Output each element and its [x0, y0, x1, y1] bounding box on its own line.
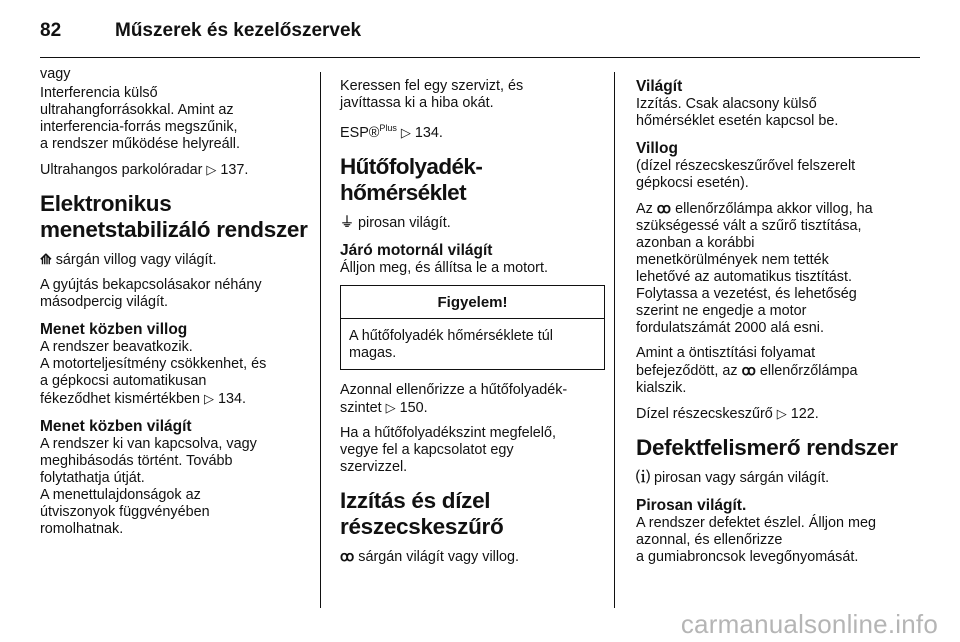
tire-pressure-icon: ⒤ [636, 469, 650, 485]
text-preheat-lamp: ꝏ sárgán világít vagy villog. [340, 547, 520, 565]
esp-warning-icon: ⟰ [40, 251, 52, 267]
page-ref: 122. [790, 406, 819, 422]
heading-red-lit: Pirosan világít. [636, 497, 747, 514]
column-divider-1 [320, 72, 321, 608]
glow-plug-icon: ꝏ [340, 547, 355, 564]
heading-flashing: Menet közben villog [40, 321, 188, 338]
heading-lit-preheat: Világít [636, 78, 683, 95]
heading-coolant: Hűtőfolyadék-hőmérséklet [340, 153, 483, 205]
text-dpf-done: Amint a öntisztítási folyamat befejeződött, az ꝏ ellenőrzőlámpa kialszik. [636, 345, 858, 396]
heading-engine-running: Járó motornál világít [340, 241, 493, 259]
page-ref-arrow-icon: ▷ [385, 399, 396, 415]
page-number: 82 [40, 20, 62, 41]
warning-box [340, 285, 605, 370]
text-coolant-lamp: ⏚ pirosan világít. [340, 213, 451, 231]
page-ref-arrow-icon: ▷ [400, 124, 411, 140]
text-esp-ref: ESP®$^{Plus}$ ▷ 134. [340, 123, 443, 141]
text-esp-lamp: ⟰ sárgán villog vagy világít. [40, 251, 217, 268]
header-rule [40, 57, 920, 58]
text-vagy: vagy [40, 66, 71, 82]
heading-esp: Elektronikus menetstabilizáló rendszer [40, 191, 308, 242]
column-3 [636, 66, 920, 574]
page-ref-arrow-icon: ▷ [203, 391, 214, 406]
text-tire-lamp: ⒤ pirosan vagy sárgán világít. [636, 469, 830, 486]
watermark: carmanualsonline.info [680, 609, 938, 639]
text-service: Keressen fel egy szervizt, és javíttassa ki a hiba okát. [340, 78, 524, 111]
text-ultrasonic: Ultrahangos parkolóradar ▷ 137. [40, 162, 249, 178]
text-stop: Álljon meg, és állítsa le a motort. [340, 259, 548, 276]
page-ref-arrow-icon: ▷ [206, 162, 217, 177]
page-ref: 150. [399, 399, 428, 416]
text-dpf-ref: Dízel részecskeszűrő ▷ 122. [636, 406, 819, 422]
text-tire-red: A rendszer defektet észlel. Álljon meg azonnal, és ellenőrizze a gumiabroncsok levegőnyomását. [636, 515, 876, 565]
text-flash-dpf: (dízel részecskeszűrővel felszerelt gépkocsi esetén). [636, 158, 856, 191]
heading-preheat: Izzítás és dízel részecskeszűrő [340, 487, 504, 539]
glow-plug-icon: ꝏ [656, 200, 672, 216]
text-check-coolant: Azonnal ellenőrizze a hűtőfolyadék- szintet ▷ 150. [340, 381, 568, 416]
column-divider-2 [614, 72, 615, 608]
heading-tire-pressure: Defektfelismerő rendszer [636, 435, 898, 460]
glow-plug-icon: ꝏ [741, 362, 756, 378]
chapter-title: Műszerek és kezelőszervek [115, 20, 362, 41]
column-2 [340, 66, 605, 574]
text-lit: A rendszer ki van kapcsolva, vagy meghibásodás történt. Tovább folytathatja útját. A menettulajdonságok az útviszonyok függvényében romolhatnak. [40, 436, 257, 537]
coolant-temperature-icon: ⏚ [340, 213, 354, 230]
column-1 [40, 66, 308, 546]
warning-text: A hűtőfolyadék hőmérséklete túl magas. [349, 327, 553, 361]
heading-flash-preheat: Villog [636, 140, 678, 157]
text-coolant-ok: Ha a hűtőfolyadékszint megfelelő, vegye fel a kapcsolatot egy szervizzel. [340, 424, 556, 475]
page-ref: 134. [414, 124, 443, 141]
warning-title: Figyelem! [341, 286, 604, 319]
page-ref: 134. [217, 391, 246, 407]
text-preheat-lit: Izzítás. Csak alacsony külső hőmérséklet esetén kapcsol be. [636, 96, 839, 129]
page-ref: 137. [220, 162, 249, 178]
heading-lit: Menet közben világít [40, 418, 192, 435]
page-ref-arrow-icon: ▷ [776, 406, 787, 421]
page-header [40, 10, 920, 50]
text-flashing: A rendszer beavatkozik. A motorteljesítmény csökkenhet, és a gépkocsi automatikusan fékeződhet kismértékben ▷ 134. [40, 339, 267, 407]
text-interference: Interferencia külső ultrahangforrásokkal. Amint az interferencia-forrás megszűnik, a rendszer működése helyreáll. [40, 85, 240, 152]
text-dpf-cleaning: Az ꝏ ellenőrzőlámpa akkor villog, ha szükségessé vált a szűrő tisztítása, azonban a korábbi menetkörülmények nem tették lehetővé az automatikus tisztítást. Folytassa a vezetést, és lehetőség szerint ne engedje a motor fordulatszámát 2000 alá esni. [636, 200, 873, 336]
text-ignition: A gyújtás bekapcsolásakor néhány másodpercig világít. [40, 277, 262, 310]
